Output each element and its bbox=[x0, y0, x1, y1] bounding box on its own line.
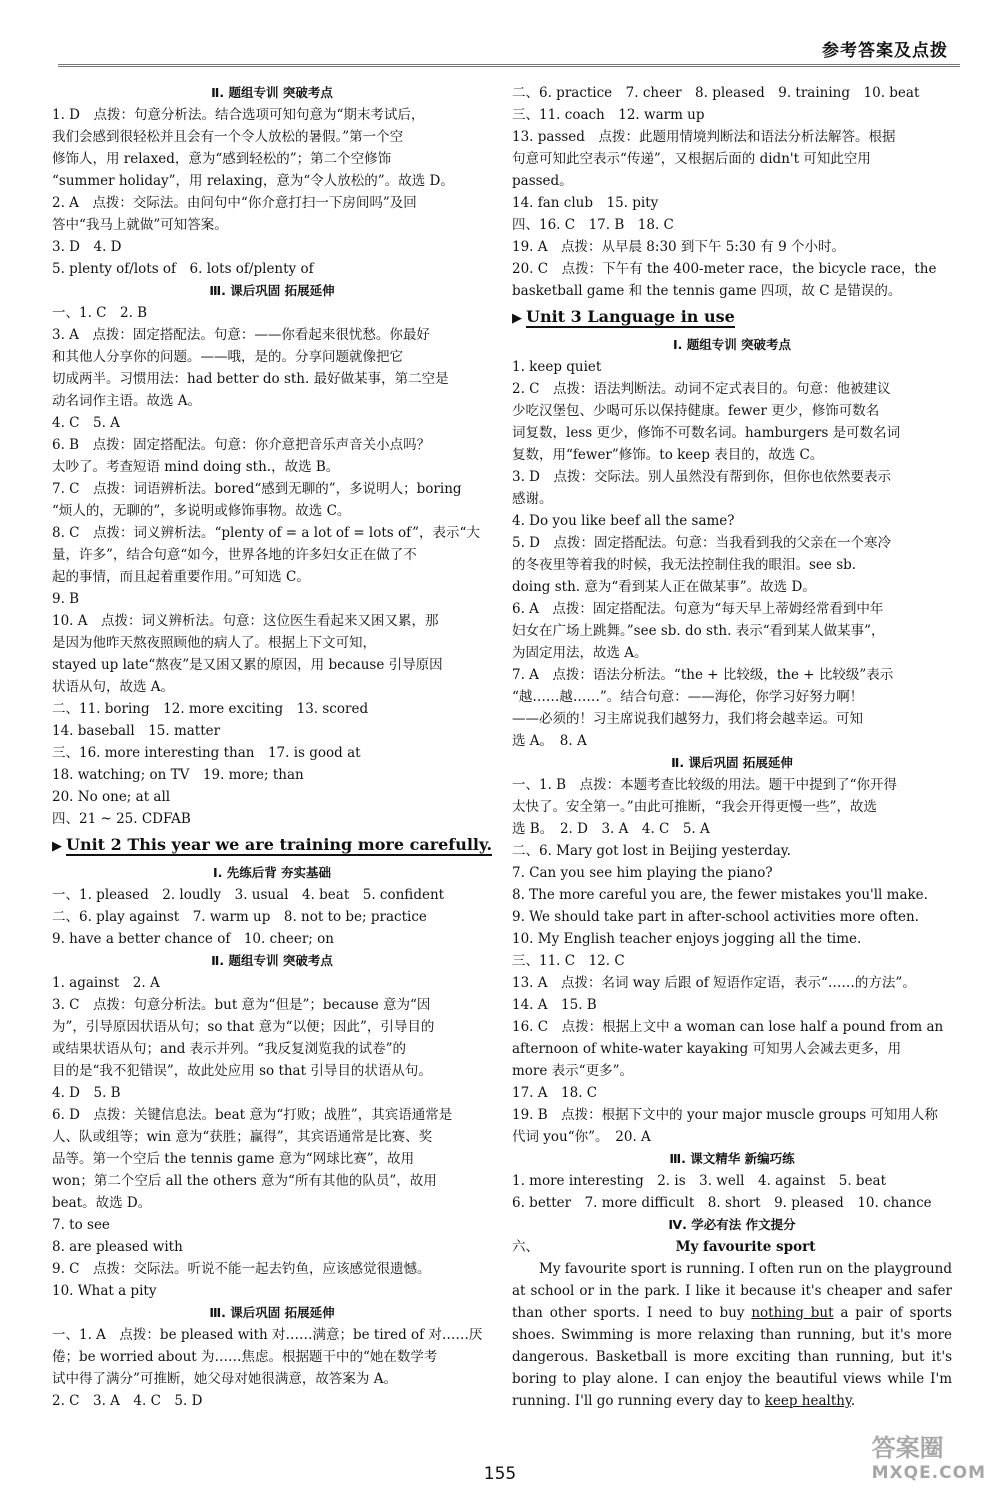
answer-line: 7. Can you see him playing the piano? bbox=[512, 865, 773, 881]
answer-line: 18. watching; on TV 19. more; than bbox=[52, 767, 304, 783]
right-column-lines bbox=[512, 82, 952, 1236]
answer-line: 为”，引导原因状语从句；so that 意为“以便；因此”，引导目的 bbox=[52, 1019, 435, 1035]
page-number: 155 bbox=[483, 1464, 517, 1484]
answer-line: 6. better 7. more difficult 8. short 9. pleased 10. chance bbox=[512, 1195, 932, 1211]
answer-line: 妇女在广场上跳舞。”see sb. do sth. 表示“看到某人做某事”， bbox=[512, 623, 885, 639]
answer-line: 二、6. Mary got lost in Beijing yesterday. bbox=[512, 843, 791, 859]
unit-title: Unit 2 This year we are training more carefully. bbox=[66, 835, 493, 854]
essay-underline-1: nothing but bbox=[751, 1305, 834, 1321]
answer-line: 二、6. play against 7. warm up 8. not to be; practice bbox=[52, 909, 427, 925]
header-rule bbox=[58, 64, 960, 67]
answer-line: 2. C 3. A 4. C 5. D bbox=[52, 1393, 203, 1409]
answer-line: 1. more interesting 2. is 3. well 4. against 5. beat bbox=[512, 1173, 887, 1189]
section-heading: Ⅲ. 课文精华 新编巧练 bbox=[669, 1151, 795, 1166]
essay-underline-2: keep healthy bbox=[764, 1393, 851, 1409]
answer-line: 20. No one; at all bbox=[52, 789, 171, 805]
answer-line: 二、11. boring 12. more exciting 13. scored bbox=[52, 701, 369, 717]
answer-line: 4. D 5. B bbox=[52, 1085, 121, 1101]
answer-line: 一、1. pleased 2. loudly 3. usual 4. beat 5. confident bbox=[52, 887, 445, 903]
answer-line: 13. passed 点拨：此题用情境判断法和语法分析法解答。根据 bbox=[512, 129, 896, 145]
answer-line: 是因为他昨天熬夜照顾他的病人了。根据上下文可知， bbox=[52, 635, 376, 651]
answer-line: 16. C 点拨：根据上文中 a woman can lose half a pound from an bbox=[512, 1019, 944, 1035]
answer-line: 或结果状语从句；and 表示并列。“我反复浏览我的试卷”的 bbox=[52, 1041, 406, 1057]
section-heading: Ⅲ. 课后巩固 拓展延伸 bbox=[209, 1305, 335, 1320]
answer-line: 三、11. coach 12. warm up bbox=[512, 107, 705, 123]
answer-line: beat。故选 D。 bbox=[52, 1195, 152, 1211]
section-heading: Ⅱ. 课后巩固 拓展延伸 bbox=[671, 755, 793, 770]
answer-line: 3. A 点拨：固定搭配法。句意：——你看起来很忧愁。你最好 bbox=[52, 327, 430, 343]
watermark-url: MXQE.COM bbox=[871, 1463, 986, 1483]
section-heading: Ⅲ. 课后巩固 拓展延伸 bbox=[209, 283, 335, 298]
answer-line: more 表示“更多”。 bbox=[512, 1063, 633, 1079]
answer-line: 1. keep quiet bbox=[512, 359, 602, 375]
section-heading: Ⅱ. 题组专训 突破考点 bbox=[211, 85, 333, 100]
answer-line: 人、队或组等；win 意为“获胜；赢得”，其宾语通常是比赛、奖 bbox=[52, 1129, 433, 1145]
right-column bbox=[512, 82, 952, 1412]
answer-line: 为固定用法，故选 A。 bbox=[512, 645, 648, 661]
answer-line: 状语从句，故选 A。 bbox=[52, 679, 175, 695]
answer-line: 9. B bbox=[52, 591, 80, 607]
answer-line: won；第二个空后 all the others 意为“所有其他的队员”，故用 bbox=[52, 1173, 437, 1189]
answer-line: 修饰人，用 relaxed，意为“感到轻松的”；第二个空修饰 bbox=[52, 151, 392, 167]
answer-line: 2. A 点拨：交际法。由问句中“你介意打扫一下房间吗”及回 bbox=[52, 195, 417, 211]
triangle-icon: ▶ bbox=[52, 839, 62, 854]
answer-line: afternoon of white-water kayaking 可知男人会减去更多，用 bbox=[512, 1041, 902, 1057]
answer-line: 目的是“我不犯错误”，故此处应用 so that 引导目的状语从句。 bbox=[52, 1063, 432, 1079]
answer-line: 答中“我马上就做”可知答案。 bbox=[52, 217, 228, 233]
essay-prefix: 六、 bbox=[512, 1239, 539, 1255]
answer-line: 3. C 点拨：句意分析法。but 意为“但是”；because 意为“因 bbox=[52, 997, 431, 1013]
answer-line: “烦人的，无聊的”，多说明或修饰事物。故选 C。 bbox=[52, 503, 351, 519]
answer-line: 1. against 2. A bbox=[52, 975, 160, 991]
unit-title: Unit 3 Language in use bbox=[526, 307, 735, 326]
answer-line: 7. C 点拨：词语辨析法。bored“感到无聊的”，多说明人；boring bbox=[52, 481, 462, 497]
answer-line: 量，许多”，结合句意“如今，世界各地的许多妇女正在做了不 bbox=[52, 547, 417, 563]
answer-line: 试中得了满分”可推断，她父母对她很满意，故答案为 A。 bbox=[52, 1371, 397, 1387]
answer-line: stayed up late“熬夜”是又困又累的原因，用 because 引导原因 bbox=[52, 657, 443, 673]
answer-line: 5. plenty of/lots of 6. lots of/plenty of bbox=[52, 261, 314, 277]
answer-line: 8. C 点拨：词义辨析法。“plenty of = a lot of = lots of”，表示“大 bbox=[52, 525, 480, 541]
answer-line: 3. D 点拨：交际法。别人虽然没有帮到你，但你也依然要表示 bbox=[512, 469, 891, 485]
answer-line: 2. C 点拨：语法判断法。动词不定式表目的。句意：他被建议 bbox=[512, 381, 891, 397]
answer-line: 四、16. C 17. B 18. C bbox=[512, 217, 674, 233]
answer-line: 9. have a better chance of 10. cheer; on bbox=[52, 931, 334, 947]
answer-line: 一、1. A 点拨：be pleased with 对……满意；be tired of 对……厌 bbox=[52, 1327, 483, 1343]
answer-line: 词复数，less 更少，修饰不可数名词。hamburgers 是可数名词 bbox=[512, 425, 901, 441]
answer-line: 感谢。 bbox=[512, 491, 553, 507]
answer-line: 品等。第一个空后 the tennis game 意为“网球比赛”，故用 bbox=[52, 1151, 415, 1167]
answer-line: 选 B。 2. D 3. A 4. C 5. A bbox=[512, 821, 710, 837]
answer-line: 19. B 点拨：根据下文中的 your major muscle groups 可知用人称 bbox=[512, 1107, 938, 1123]
essay-title-row bbox=[512, 1236, 952, 1258]
unit-heading bbox=[512, 304, 952, 332]
answer-line: 5. D 点拨：固定搭配法。句意：当我看到我的父亲在一个寒冷 bbox=[512, 535, 891, 551]
answer-line: passed。 bbox=[512, 173, 573, 189]
answer-line: 选 A。 8. A bbox=[512, 733, 587, 749]
answer-line: “越……越……”。结合句意：——海伦，你学习好努力啊！ bbox=[512, 689, 864, 705]
answer-line: 9. C 点拨：交际法。听说不能一起去钓鱼，应该感觉很遗憾。 bbox=[52, 1261, 431, 1277]
section-heading: Ⅰ. 先练后背 夯实基础 bbox=[212, 865, 332, 880]
essay-title: My favourite sport bbox=[675, 1239, 816, 1255]
answer-line: 20. C 点拨：下午有 the 400-meter race，the bicycle race，the bbox=[512, 261, 937, 277]
answer-line: 6. A 点拨：固定搭配法。句意为“每天早上蒂姆经常看到中年 bbox=[512, 601, 884, 617]
left-column bbox=[52, 82, 492, 1412]
essay-text-3: . bbox=[850, 1393, 856, 1409]
answer-line: 6. B 点拨：固定搭配法。句意：你介意把音乐声音关小点吗？ bbox=[52, 437, 431, 453]
watermark bbox=[872, 1428, 986, 1483]
section-heading: Ⅰ. 题组专训 突破考点 bbox=[672, 337, 792, 352]
answer-line: 4. Do you like beef all the same? bbox=[512, 513, 735, 529]
answer-line: 8. are pleased with bbox=[52, 1239, 183, 1255]
answer-line: 6. D 点拨：关键信息法。beat 意为“打败；战胜”，其宾语通常是 bbox=[52, 1107, 453, 1123]
answer-line: 10. My English teacher enjoys jogging all the time. bbox=[512, 931, 862, 947]
answer-line: 7. A 点拨：语法分析法。“the + 比较级，the + 比较级”表示 bbox=[512, 667, 894, 683]
watermark-text: 答案圈 bbox=[871, 1434, 944, 1462]
triangle-icon: ▶ bbox=[512, 311, 522, 326]
answer-line: 一、1. C 2. B bbox=[52, 305, 148, 321]
essay-paragraph bbox=[512, 1258, 952, 1412]
essay-text-2: a pair of sports shoes. Swimming is more relaxing than running, but it's more dangerous. Basketball is more exciting than running, but it's boring to play alone. I can enjoy the beautiful views while I'm running. I'll go running every day to bbox=[512, 1305, 952, 1409]
answer-line: 13. A 点拨：名词 way 后跟 of 短语作定语，表示“……的方法”。 bbox=[512, 975, 916, 991]
answer-line: ——必须的！习主席说我们越努力，我们将会越幸运。可知 bbox=[512, 711, 863, 727]
answer-line: 二、6. practice 7. cheer 8. pleased 9. training 10. beat bbox=[512, 85, 920, 101]
answer-line: 句意可知此空表示“传递”，又根据后面的 didn't 可知此空用 bbox=[512, 151, 871, 167]
section-heading: Ⅱ. 题组专训 突破考点 bbox=[211, 953, 333, 968]
answer-line: 3. D 4. D bbox=[52, 239, 122, 255]
section-heading: Ⅳ. 学必有法 作文提分 bbox=[668, 1217, 796, 1232]
answer-line: 太吵了。考查短语 mind doing sth.，故选 B。 bbox=[52, 459, 340, 475]
answer-line: 三、16. more interesting than 17. is good at bbox=[52, 745, 361, 761]
essay bbox=[512, 1236, 952, 1412]
answer-line: 10. A 点拨：词义辨析法。句意：这位医生看起来又困又累，那 bbox=[52, 613, 439, 629]
answer-line: 9. We should take part in after-school activities more often. bbox=[512, 909, 919, 925]
answer-line: 和其他人分享你的问题。——哦，是的。分享问题就像把它 bbox=[52, 349, 403, 365]
answer-line: “summer holiday”，用 relaxing，意为“令人放松的”。故选 D。 bbox=[52, 173, 454, 189]
essay-text-1: My favourite sport is running. I often run on the playground at school or in the park. I like it because it's cheaper and safer than other sports. I need to buy bbox=[512, 1261, 952, 1321]
answer-line: 代词 you“你”。 20. A bbox=[512, 1129, 651, 1145]
answer-line: 我们会感到很轻松并且会有一个令人放松的暑假。”第一个空 bbox=[52, 129, 404, 145]
answer-line: doing sth. 意为“看到某人正在做某事”。故选 D。 bbox=[512, 579, 816, 595]
answer-line: 10. What a pity bbox=[52, 1283, 157, 1299]
header-title: 参考答案及点拨 bbox=[822, 41, 948, 61]
answer-line: 的冬夜里等着我的时候，我无法控制住我的眼泪。see sb. bbox=[512, 557, 857, 573]
answer-line: 7. to see bbox=[52, 1217, 110, 1233]
answer-line: 17. A 18. C bbox=[512, 1085, 598, 1101]
answer-line: 太快了。安全第一。”由此可推断，“我会开得更慢一些”，故选 bbox=[512, 799, 877, 815]
answer-line: 少吃汉堡包、少喝可乐以保持健康。fewer 更少，修饰可数名 bbox=[512, 403, 880, 419]
unit-heading bbox=[52, 832, 492, 860]
answer-line: 复数，用“fewer”修饰。to keep 表目的，故选 C。 bbox=[512, 447, 824, 463]
answer-line: 14. baseball 15. matter bbox=[52, 723, 221, 739]
answer-line: 1. D 点拨：句意分析法。结合选项可知句意为“期末考试后， bbox=[52, 107, 425, 123]
answer-line: 4. C 5. A bbox=[52, 415, 120, 431]
answer-line: 19. A 点拨：从早晨 8:30 到下午 5:30 有 9 个小时。 bbox=[512, 239, 845, 255]
answer-line: basketball game 和 the tennis game 四项，故 C 是错误的。 bbox=[512, 283, 902, 299]
answer-line: 14. A 15. B bbox=[512, 997, 597, 1013]
answer-line: 倦；be worried about 为……焦虑。根据题干中的“她在数学考 bbox=[52, 1349, 438, 1365]
answer-line: 切成两半。习惯用法：had better do sth. 最好做某事，第二空是 bbox=[52, 371, 449, 387]
answer-line: 四、21 ~ 25. CDFAB bbox=[52, 811, 191, 827]
answer-line: 三、11. C 12. C bbox=[512, 953, 625, 969]
answer-line: 一、1. B 点拨：本题考查比较级的用法。题干中提到了“你开得 bbox=[512, 777, 897, 793]
answer-line: 8. The more careful you are, the fewer mistakes you'll make. bbox=[512, 887, 928, 903]
answer-line: 起的事情，而且起着重要作用。”可知选 C。 bbox=[52, 569, 310, 585]
answer-line: 动名词作主语。故选 A。 bbox=[52, 393, 202, 409]
answer-line: 14. fan club 15. pity bbox=[512, 195, 659, 211]
